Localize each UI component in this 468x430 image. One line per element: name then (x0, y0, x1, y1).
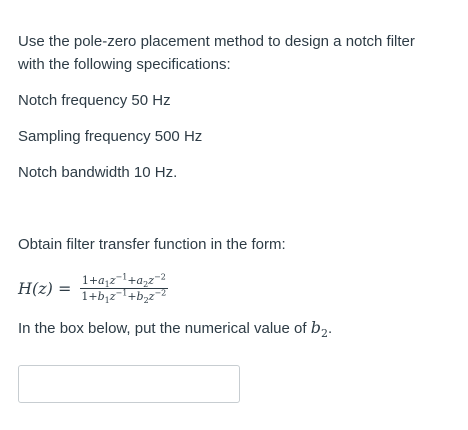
instruction-prefix: In the box below, put the numerical value of (18, 320, 307, 337)
formula-denominator: $1+b_1z^{-1}+b_2z^{-2}$ (81, 287, 167, 305)
question-intro-line-2: with the following specifications: (18, 56, 231, 73)
form-prompt: Obtain filter transfer function in the form: (18, 236, 286, 253)
spec-sampling-frequency: Sampling frequency 500 Hz (18, 128, 203, 145)
formula-lhs (18, 279, 71, 298)
formula-lhs-text: H(z) = (18, 278, 72, 298)
transfer-function-formula (18, 268, 168, 308)
question-intro-line-1: Use the pole-zero placement method to design a notch filter (18, 33, 415, 50)
answer-input[interactable] (18, 365, 240, 403)
formula-fraction (79, 271, 168, 305)
spec-notch-bandwidth: Notch bandwidth 10 Hz. (18, 164, 178, 181)
spec-notch-frequency: Notch frequency 50 Hz (18, 92, 171, 109)
instruction-line (18, 317, 332, 340)
instruction-variable: $b_2$ (310, 318, 328, 341)
instruction-suffix: . (327, 320, 333, 337)
formula-numerator: $1+a_1z^{-1}+a_2z^{-2}$ (81, 271, 166, 289)
